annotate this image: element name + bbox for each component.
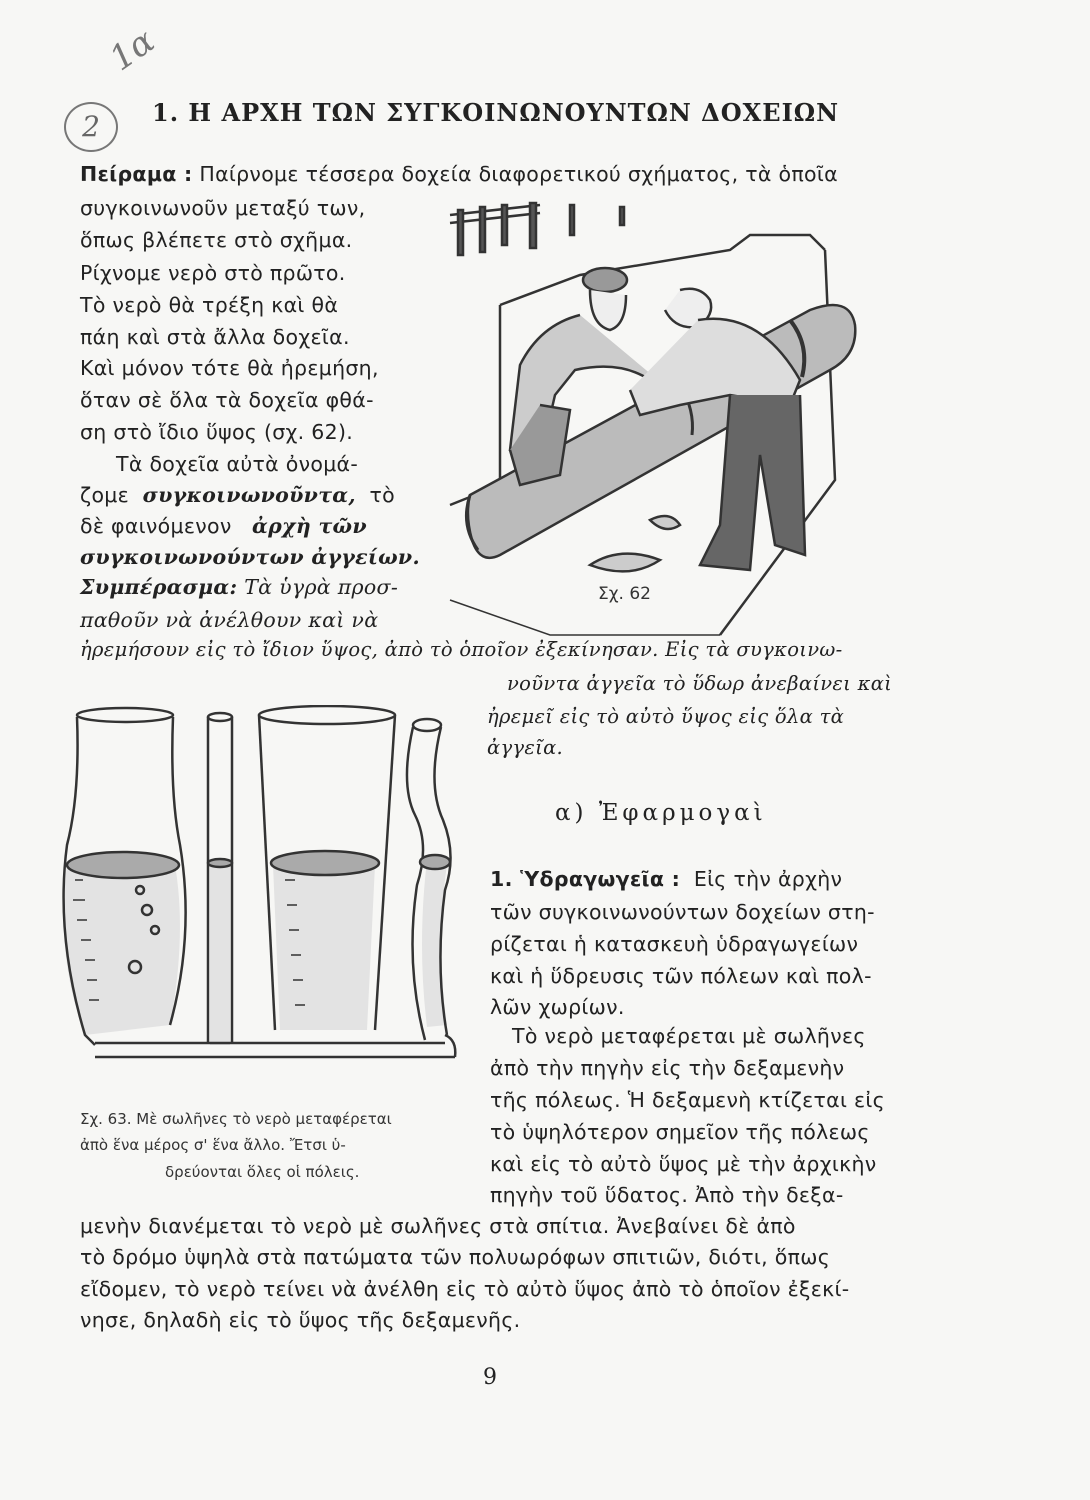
naming-text-b: τὸ [369, 483, 395, 507]
naming-text-c: δὲ φαινόμενον [80, 514, 232, 538]
naming-text-a: ζομε [80, 483, 130, 507]
applications-title: α) Ἐφαρμογαὶ [555, 800, 767, 826]
water-supply-line-2: τῶν συγκοινωνούντων δοχείων στη- [490, 900, 875, 924]
experiment-line-7: Καὶ μόνον τότε θὰ ἠρεμήση, [80, 356, 379, 380]
experiment-line-1 [80, 162, 838, 186]
experiment-line-2: συγκοινωνοῦν μεταξύ των, [80, 196, 366, 220]
water-supply-line-12: μενὴν διανέμεται τὸ νερὸ μὲ σωλῆνες στὰ σπίτια. Ἀνεβαίνει δὲ ἀπὸ [80, 1214, 796, 1238]
water-supply-line-10: καὶ εἰς τὸ αὐτὸ ὕψος μὲ τὴν ἀρχικὴν [490, 1152, 877, 1176]
water-supply-line-9: τὸ ὑψηλότερον σημεῖον τῆς πόλεως [490, 1120, 870, 1144]
figure-63-caption-line-1: Σχ. 63. Μὲ σωλῆνες τὸ νερὸ μεταφέρεται [80, 1110, 392, 1128]
conclusion-label: Συμπέρασμα: [80, 575, 238, 599]
figure-62-illustration [430, 195, 900, 645]
water-supply-line-6: Τὸ νερὸ μεταφέρεται μὲ σωλῆνες [512, 1024, 866, 1048]
experiment-label: Πείραμα : [80, 162, 193, 186]
water-supply-line-8: τῆς πόλεως. Ἡ δεξαμενὴ κτίζεται εἰς [490, 1088, 885, 1112]
conclusion-text: Τὰ ὑγρὰ προσ- [244, 575, 399, 599]
water-supply-line-1 [490, 867, 842, 891]
circled-number: 2 [64, 102, 118, 152]
experiment-line-11 [80, 483, 395, 507]
figure-62-label: Σχ. 62 [598, 584, 652, 604]
experiment-line-4: Ρίχνομε νερὸ στὸ πρῶτο. [80, 261, 346, 285]
figure-63-caption-line-2: ἀπὸ ἕνα μέρος σ' ἕνα ἄλλο. Ἔτσι ὑ- [80, 1136, 346, 1154]
experiment-line-6: πάη καὶ στὰ ἄλλα δοχεῖα. [80, 325, 350, 349]
figure-63-caption-line-3: δρεύονται ὅλες οἱ πόλεις. [165, 1163, 360, 1181]
water-supply-line-3: ρίζεται ἡ κατασκευὴ ὑδραγωγείων [490, 932, 859, 956]
conclusion-line-3: ἠρεμήσουν εἰς τὸ ἴδιον ὕψος, ἀπὸ τὸ ὁποῖον ἐξεκίνησαν. Εἰς τὰ συγκοινω- [80, 638, 843, 661]
term-communicating: συγκοινωνοῦντα, [142, 483, 356, 507]
water-supply-label: 1. Ὑδραγωγεῖα : [490, 867, 681, 891]
page-title: 1. Η ΑΡΧΗ ΤΩΝ ΣΥΓΚΟΙΝΩΝΟΥΝΤΩΝ ΔΟΧΕΙΩΝ [152, 98, 840, 127]
experiment-line-13: συγκοινωνούντων ἀγγείων. [80, 545, 420, 569]
conclusion-line-4: νοῦντα ἀγγεῖα τὸ ὕδωρ ἀνεβαίνει καὶ [507, 672, 893, 695]
figure-63-illustration [55, 705, 475, 1095]
conclusion-line-1 [80, 575, 398, 599]
water-supply-line-13: τὸ δρόμο ὑψηλὰ στὰ πατώματα τῶν πολυωρόφων σπιτιῶν, διότι, ὅπως [80, 1245, 831, 1269]
water-supply-line-11: πηγὴν τοῦ ὕδατος. Ἀπὸ τὴν δεξα- [490, 1183, 844, 1207]
experiment-line-8: ὅταν σὲ ὅλα τὰ δοχεῖα φθά- [80, 388, 374, 412]
experiment-line-5: Τὸ νερὸ θὰ τρέξη καὶ θὰ [80, 293, 339, 317]
experiment-line-10: Τὰ δοχεῖα αὐτὰ ὀνομά- [116, 452, 359, 476]
experiment-text: Παίρνομε τέσσερα δοχεία διαφορετικού σχήματος, τὰ ὁποῖα [199, 162, 838, 186]
water-supply-line-14: εἴδομεν, τὸ νερὸ τείνει νὰ ἀνέλθη εἰς τὸ αὐτὸ ὕψος ἀπὸ τὸ ὁποῖον ἐξεκί- [80, 1277, 850, 1301]
water-supply-line-4: καὶ ἡ ὕδρευσις τῶν πόλεων καὶ πολ- [490, 964, 872, 988]
water-supply-text: Εἰς τὴν ἀρχὴν [693, 867, 843, 891]
experiment-line-3: ὅπως βλέπετε στὸ σχῆμα. [80, 228, 353, 252]
term-principle: ἀρχὴ τῶν [252, 514, 367, 538]
water-supply-line-5: λῶν χωρίων. [490, 995, 625, 1019]
conclusion-line-2: παθοῦν νὰ ἀνέλθουν καὶ νὰ [80, 608, 379, 632]
page-number: 9 [483, 1365, 497, 1390]
conclusion-line-5: ἠρεμεῖ εἰς τὸ αὐτὸ ὕψος εἰς ὅλα τὰ [487, 705, 845, 728]
experiment-line-12 [80, 514, 367, 538]
water-supply-line-7: ἀπὸ τὴν πηγὴν εἰς τὴν δεξαμενὴν [490, 1056, 845, 1080]
experiment-line-9: ση στὸ ἴδιο ὕψος (σχ. 62). [80, 420, 354, 444]
margin-note: 1α [102, 20, 163, 80]
conclusion-line-6: ἀγγεῖα. [487, 736, 564, 759]
water-supply-line-15: νησε, δηλαδὴ εἰς τὸ ὕψος τῆς δεξαμενῆς. [80, 1308, 521, 1332]
